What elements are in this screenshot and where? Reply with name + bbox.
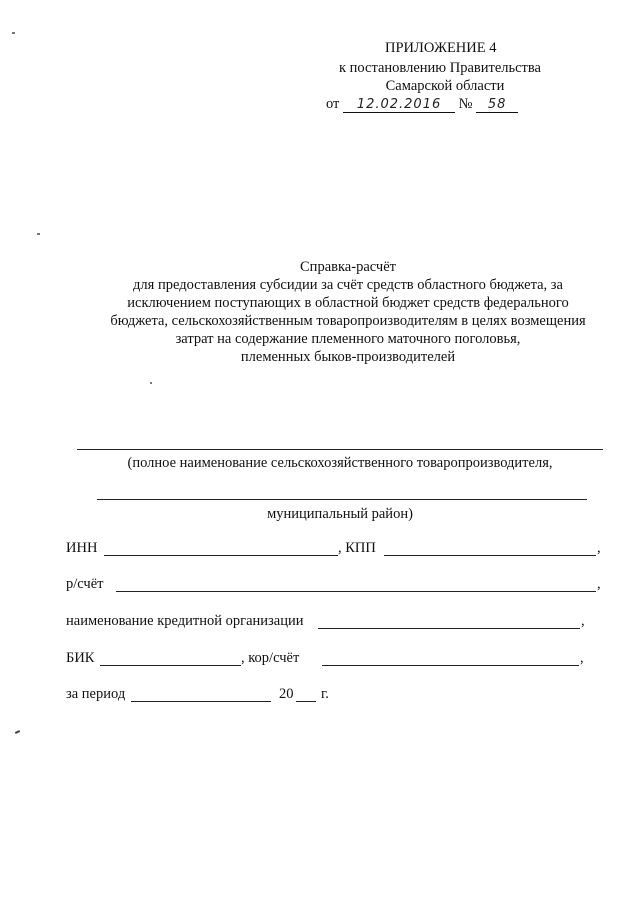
date-number-line [326,96,518,113]
bank-field[interactable] [318,628,580,629]
appendix-label: ПРИЛОЖЕНИЕ 4 [385,40,497,56]
number-field [476,97,518,113]
bank-comma: , [581,613,585,629]
producer-name-caption: (полное наименование сельскохозяйственного товаропроизводителя, [127,455,553,471]
bank-label: наименование кредитной организации [66,613,304,629]
year-prefix: 20 [279,686,294,702]
period-field[interactable] [131,701,271,702]
kpp-label: , КПП [338,540,376,556]
corr-account-field[interactable] [322,665,579,666]
scan-speck [37,233,40,235]
bik-field[interactable] [100,665,241,666]
date-field [343,97,455,113]
scan-speck [15,730,20,734]
account-label: р/счёт [66,576,104,592]
kpp-field[interactable] [384,555,596,556]
title-line-6: племенных быков-производителей [240,349,456,365]
producer-name-line[interactable] [77,449,603,450]
year-field[interactable] [296,701,316,702]
scan-speck [150,382,152,384]
title-line-5: затрат на содержание племенного маточного поголовья, [175,331,521,347]
year-suffix: г. [321,686,329,702]
title-line-4: бюджета, сельскохозяйственным товаропроизводителям в целях возмещения [110,313,586,329]
number-handwritten: 58 [487,97,507,112]
inn-label: ИНН [66,540,98,556]
title-line-2: для предоставления субсидии за счёт средств областного бюджета, за [133,277,563,293]
date-prefix: от [326,96,340,112]
inn-field[interactable] [104,555,338,556]
title-line-3: исключением поступающих в областной бюджет средств федерального [127,295,569,311]
corr-account-comma: , [580,650,584,666]
scan-speck [12,32,15,34]
document-title: Справка-расчёт [300,259,396,275]
region-name: Самарской области [385,78,505,94]
number-prefix: № [458,96,473,112]
district-caption: муниципальный район) [267,506,413,522]
date-handwritten: 12.02.2016 [356,97,442,112]
account-comma: , [597,576,601,592]
period-label: за период [66,686,126,702]
corr-account-label: , кор/счёт [241,650,300,666]
account-field[interactable] [116,591,596,592]
resolution-reference: к постановлению Правительства [339,60,541,76]
district-line[interactable] [97,499,587,500]
kpp-comma: , [597,540,601,556]
bik-label: БИК [66,650,95,666]
